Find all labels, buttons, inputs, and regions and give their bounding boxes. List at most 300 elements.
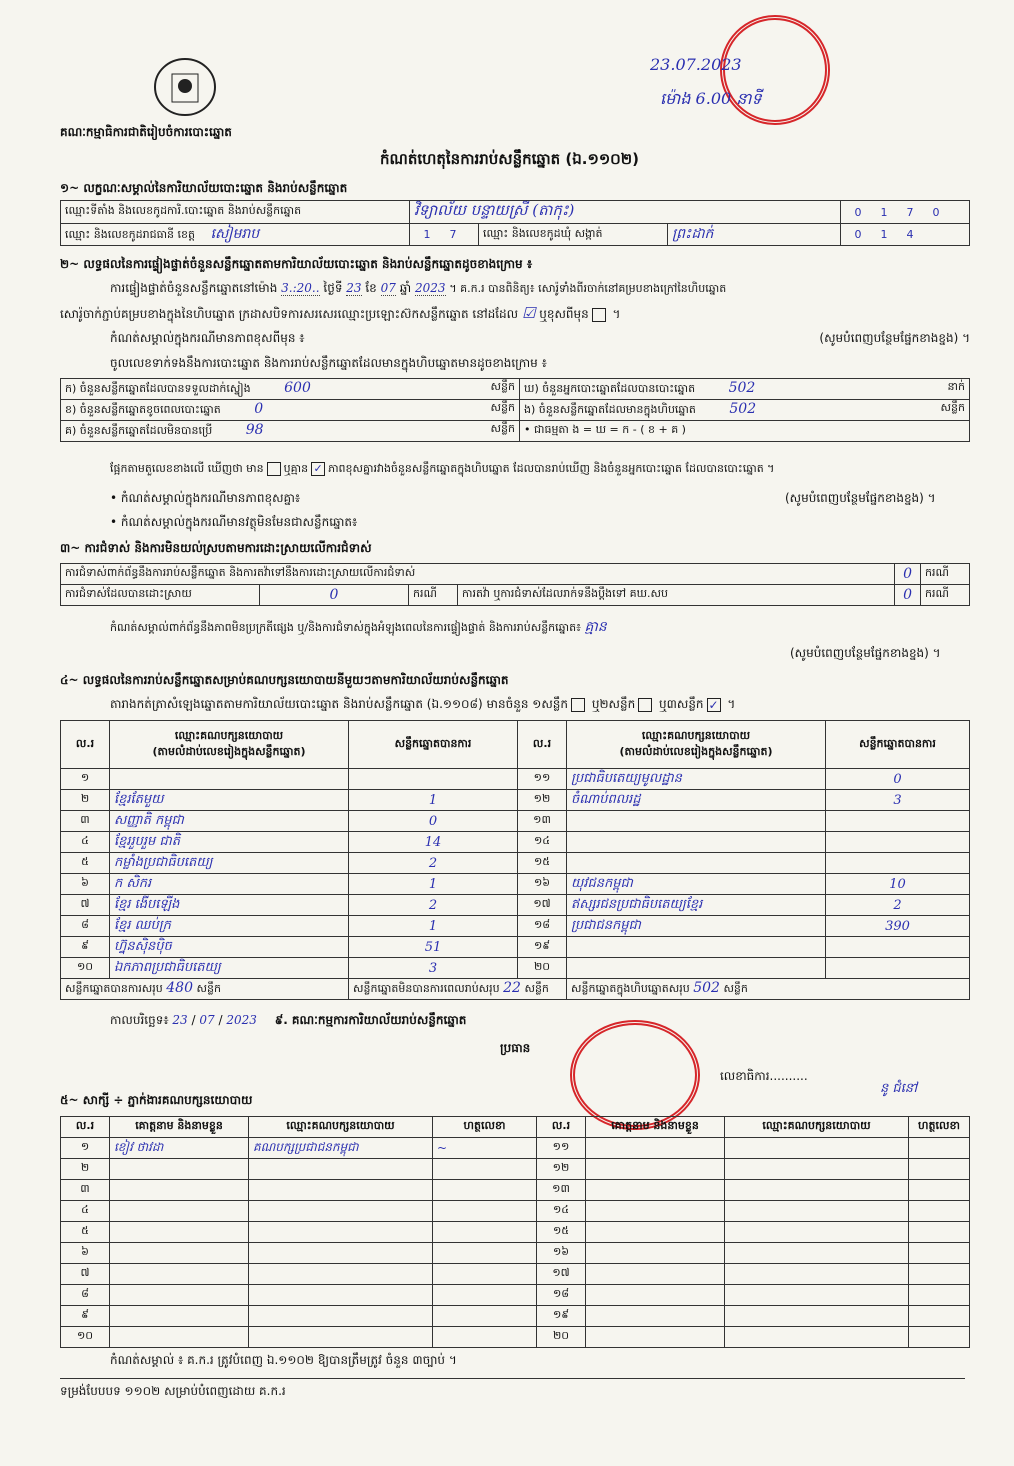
office-code-digit: 7 [906,205,914,219]
witness-name [110,1222,249,1243]
two-sheet-label: ឬ២សន្លឹក [591,697,636,711]
receipt-time: ម៉ោង 6.00 នាទី [660,89,762,108]
witness-party [249,1243,433,1264]
witness-sign [909,1243,970,1264]
objection-table [60,563,970,606]
total-valid-value: 480 [166,980,193,996]
total-box-label: សន្លឹកឆ្នោតក្នុងហិបឆ្នោតសរុប [571,982,690,995]
committee-logo [140,52,230,122]
witness-sign [909,1306,970,1327]
signing-date: កាលបរិច្ឆេទ៖ 23 / 07 / 2023 ៩. គណៈកម្មការការិយាល័យរាប់សន្លឹកឆ្នោត [110,1013,467,1027]
witness-party [725,1327,909,1348]
party-votes: 14 [349,832,518,853]
row-no: ៣ [61,1180,110,1201]
witness-sign [909,1222,970,1243]
objection-label: ការជំទាស់ពាក់ព័ន្ធនឹងការរាប់សន្លឹកឆ្នោត និងការតវ៉ាទៅនឹងការដោះស្រាយលើការជំទាស់ [61,564,895,585]
row-no: ១៤ [518,832,567,853]
province-code [410,224,479,246]
table-row [61,769,970,790]
votes-body [61,769,970,979]
witness-party [725,1180,909,1201]
difference-note-label: កំណត់សម្គាល់ក្នុងករណីមានភាពខុសពីមុន ៖ [110,331,305,345]
section3-heading: ៣~ ការជំទាស់ និងការមិនយល់ស្របតាមការដោះស្រាយលើការជំទាស់ [60,541,372,555]
result-unit: សន្លឹក [490,401,515,414]
commune-code-digit: 0 [854,228,862,241]
witness-party [249,1180,433,1201]
witness-party [249,1306,433,1327]
col-party [567,721,826,769]
witness-sign [433,1159,537,1180]
witness-table [60,1116,970,1348]
witness-sign [433,1201,537,1222]
table-row [61,1327,970,1348]
office-code-digit: 0 [854,205,862,219]
objection-note-label: កំណត់សម្គាល់ពាក់ព័ន្ធនឹងភាពមិនប្រក្រតីផ្សេង ឬ/និងការជំទាស់ក្នុងអំឡុងពេលនៃការផ្ទៀងផ្ទាត់ និងការរាប់សន្លឹកឆ្នោត៖ [110,621,581,634]
result-label: ង) ចំនួនសន្លឹកឆ្នោតដែលមានក្នុងហិបឆ្នោត [524,403,696,416]
result-c [61,421,520,442]
row-no: ១៨ [518,916,567,937]
party-name: ក សិករ [110,874,349,895]
witness-name [110,1243,249,1264]
party-name: ហ្វ៊ុនស៊ិនប៉ិច [110,937,349,958]
office-code-digit: 1 [880,205,888,219]
chair-label: ប្រធាន [500,1041,531,1055]
commune-code [841,224,970,246]
row-no: ១៩ [518,937,567,958]
row-no: ១០ [61,958,110,979]
table-row [61,790,970,811]
result-value: 600 [284,380,311,396]
col-party: ឈ្មោះគណបក្សនយោបាយ [249,1117,433,1138]
witness-name [110,1306,249,1327]
result-label: គ) ចំនួនសន្លឹកឆ្នោតដែលមិនបានប្រើ [65,424,213,437]
row-no: ២០ [518,958,567,979]
result-value: 502 [729,401,757,417]
witness-sign [909,1285,970,1306]
secretary-name: នូ ជំនៅ [880,1081,918,1096]
result-value: 98 [245,422,264,438]
office-label: ឈ្មោះទីតាំង និងលេខកូដការិ.បោះឆ្នោត និងរាប់សន្លឹកឆ្នោត [61,201,410,224]
party-votes: 10 [826,874,970,895]
witness-name [110,1327,249,1348]
appeal-unit: ករណី [921,585,970,606]
row-no: ១ [61,769,110,790]
witness-name [586,1138,725,1159]
witness-name [586,1327,725,1348]
witness-name [586,1159,725,1180]
difference-note [110,330,970,348]
footnote: កំណត់សម្គាល់ ៖ គ.ក.រ ត្រូវបំពេញ ឯ.១១០២ ឱ្យបានត្រឹមត្រូវ ចំនួន ៣ច្បាប់ ។ [110,1353,457,1367]
objection-unit: ករណី [921,564,970,585]
witness-party [249,1264,433,1285]
province-code-digit: 7 [449,228,457,241]
party-votes: 2 [349,895,518,916]
col-party: ឈ្មោះគណបក្សនយោបាយ [725,1117,909,1138]
witness-party [725,1243,909,1264]
row-no: ១៤ [537,1201,586,1222]
verification-month: 07 [380,281,396,295]
party-name [567,853,826,874]
page-title: កំណត់ហេតុនៃការរាប់សន្លឹកឆ្នោត (ឯ.១១០២) [380,150,640,168]
table-row [61,916,970,937]
result-value: 0 [254,401,264,417]
col-sign: ហត្ថលេខា [433,1117,537,1138]
row-no: ១១ [518,769,567,790]
party-name: ខ្មែរតែមួយ [110,790,349,811]
row-no: ១២ [537,1159,586,1180]
compare-text: ផ្អែកតាមតួលេខខាងលើ ឃើញថា មាន [110,462,264,475]
witness-body [61,1138,970,1348]
party-votes: 1 [349,790,518,811]
table-row [61,811,970,832]
fill-note: (សូមបំពេញបន្ថែមផ្នែកខាងខ្នង) ។ [790,646,941,660]
province-label [61,224,410,246]
col-no: ល.រ [61,1117,110,1138]
no-difference-checkbox[interactable]: ✓ [311,462,325,476]
office-code-digit: 0 [932,205,940,219]
witness-sign [433,1180,537,1201]
table-row [61,1243,970,1264]
col-party [110,721,349,769]
table-row [61,1306,970,1327]
row-no: ២ [61,790,110,811]
party-votes: 0 [826,769,970,790]
verification-day: 23 [346,281,362,295]
province-label-text: ឈ្មោះ និងលេខកូដរាជធានី ខេត្ត [65,228,195,241]
row-no: ១១ [537,1138,586,1159]
total-invalid [349,979,567,1000]
witness-party [249,1159,433,1180]
total-box-value: 502 [693,980,720,996]
row-no: ១៣ [518,811,567,832]
witness-party: គណបក្សប្រជាជនកម្ពុជា [249,1138,433,1159]
party-votes [826,811,970,832]
appeal-label: ការតវ៉ា ឬការជំទាស់ដែលរាក់ទនឹងប្តឹងទៅ គឃ.សប [458,585,895,606]
party-votes: 0 [349,811,518,832]
appeal-value: 0 [895,585,921,606]
objection-note [110,617,607,638]
seal-line-text: សោរ៉ូចាក់ភ្ជាប់គម្របខាងក្នុងនៃហិបឆ្នោត ក្រដាសបិទការសរសេរឈ្មោះប្រឡោះស៊កសន្លឹកឆ្នោត នៅដដែល [60,307,519,321]
party-votes [349,769,518,790]
sheet-count-text: តារាងកត់ត្រាសំឡេងឆ្នោតតាមការិយាល័យបោះឆ្នោត និងរាប់សន្លឹកឆ្នោត (ឯ.១១០៨) មានចំនួន ១សន្លឹក [110,697,568,711]
receipt-date: 23.07.2023 [650,55,742,74]
table-row [61,937,970,958]
same-checkbox[interactable]: ☑ [521,304,536,322]
verification-text: ថ្ងៃទី [323,281,343,295]
party-name: កម្លាំងប្រជាធិបតេយ្យ [110,853,349,874]
total-unit: សន្លឹក [524,982,549,995]
party-votes: 2 [826,895,970,916]
witness-party [725,1201,909,1222]
party-name [567,811,826,832]
witness-sign [433,1327,537,1348]
table-row [61,832,970,853]
secretary-label-text: លេខាធិការ [720,1069,770,1083]
commune-label: ឈ្មោះ និងលេខកូដឃុំ សង្កាត់ [479,224,668,246]
party-votes: 3 [349,958,518,979]
three-sheet-label: ឬ៣សន្លឹក [659,697,704,711]
witness-name [110,1285,249,1306]
witness-party [725,1222,909,1243]
total-unit: សន្លឹក [723,982,748,995]
witness-party [725,1306,909,1327]
party-votes: 2 [349,853,518,874]
committee-line: ៩. គណៈកម្មការការិយាល័យរាប់សន្លឹកឆ្នោត [274,1013,467,1027]
objection-value: 0 [895,564,921,585]
row-no: ២០ [537,1327,586,1348]
verification-time: 3.:20.. [281,281,320,295]
party-name [567,958,826,979]
table-row [61,1159,970,1180]
total-box [567,979,970,1000]
table-row [61,1264,970,1285]
section4-heading: ៤~ លទ្ធផលនៃការរាប់សន្លឹកឆ្នោតសម្រាប់គណបក្សនយោបាយនីមួយៗតាមការិយាល័យរាប់សន្លឹកឆ្នោត [60,673,509,687]
section5-heading: ៥~ សាក្សី ÷ ភ្នាក់ងារគណបក្សនយោបាយ [60,1093,253,1107]
witness-sign [433,1285,537,1306]
result-value: 502 [728,380,756,396]
party-votes: 1 [349,874,518,895]
compare-text: ភាពខុសគ្នារវាងចំនួនសន្លឹកឆ្នោតក្នុងហិបឆ្នោត ដែលបានរាប់ឃើញ និងចំនួនអ្នកបោះឆ្នោត ដែលបានបោះឆ្នោត ។ [328,462,775,475]
row-no: ១៩ [537,1306,586,1327]
resolved-unit: ករណី [409,585,458,606]
result-e [520,400,970,421]
commune-value: ព្រះដាក់ [668,224,841,246]
witness-sign [909,1138,970,1159]
office-code [841,201,970,224]
section1-table [60,200,970,246]
three-sheet-checkbox[interactable]: ✓ [708,697,719,712]
row-no: ១៣ [537,1180,586,1201]
party-name: ប្រជាធិបតេយ្យមូលដ្ឋាន [567,769,826,790]
witness-name [586,1243,725,1264]
witness-sign [433,1222,537,1243]
witness-name [110,1264,249,1285]
verification-text: ខែ [365,281,377,295]
result-unit: សន្លឹក [490,380,515,393]
col-name: គោត្តនាម និងនាមខ្លួន [586,1117,725,1138]
row-no: ៧ [61,895,110,916]
result-d [520,379,970,400]
resolved-value: 0 [260,585,409,606]
witness-party [249,1222,433,1243]
party-votes [826,832,970,853]
secretary-label: លេខាធិការ.......... [720,1069,808,1083]
date-year: 2023 [226,1013,257,1027]
party-name: ឯកភាពប្រជាធិបតេយ្យ [110,958,349,979]
compare-option: ឬគ្មាន [283,462,309,475]
different-checkbox[interactable] [592,308,606,322]
party-name: សញ្ញាតិ កម្ពុជា [110,811,349,832]
witness-name [586,1201,725,1222]
section1-heading: ១~ លក្ខណៈសម្គាល់នៃការិយាល័យបោះឆ្នោត និងរាប់សន្លឹកឆ្នោត [60,181,348,195]
row-no: ២ [61,1159,110,1180]
verification-text: ការផ្ទៀងផ្ទាត់ចំនួនសន្លឹកឆ្នោតនៅម៉ោង [110,281,278,295]
result-unit: សន្លឹក [490,422,515,435]
witness-party [249,1201,433,1222]
one-sheet-checkbox[interactable] [571,698,585,712]
table-row [61,1180,970,1201]
table-row [61,853,970,874]
result-formula: • ជាធម្មតា ង = ឃ = ក - ( ខ + គ ) [520,421,970,442]
table-row [61,895,970,916]
bullet-difference: • កំណត់សម្គាល់ក្នុងករណីមានភាពខុសគ្នា៖ [110,491,301,505]
row-no: ៤ [61,832,110,853]
result-a [61,379,520,400]
has-difference-checkbox[interactable] [267,462,281,476]
row-no: ៥ [61,1222,110,1243]
form-code: ទម្រង់បែបបទ ១១០២ សម្រាប់បំពេញដោយ គ.ក.រ [60,1378,965,1401]
col-sign: ហត្ថលេខា [909,1117,970,1138]
party-name: ប្រជាជនកម្ពុជា [567,916,826,937]
witness-name [586,1180,725,1201]
witness-party [725,1264,909,1285]
witness-party [249,1327,433,1348]
witness-party [725,1159,909,1180]
witness-party [249,1285,433,1306]
party-votes: 1 [349,916,518,937]
row-no: ៨ [61,1285,110,1306]
party-name: ខ្មែរ ឈប់ក្រ [110,916,349,937]
party-votes [826,958,970,979]
total-invalid-label: សន្លឹកឆ្នោតមិនបានការពេលរាប់សរុប [353,982,500,995]
party-votes: 51 [349,937,518,958]
row-no: ៥ [61,853,110,874]
table-row [61,1201,970,1222]
witness-sign [909,1180,970,1201]
witness-name [110,1180,249,1201]
party-name [567,832,826,853]
result-b [61,400,520,421]
witness-name [586,1222,725,1243]
col-votes: សន្លឹកឆ្នោតបានការ [826,721,970,769]
col-party-title: ឈ្មោះគណបក្សនយោបាយ [641,728,751,742]
total-valid-label: សន្លឹកឆ្នោតបានការសរុប [65,982,163,995]
party-votes [826,937,970,958]
date-day: 23 [172,1013,188,1027]
col-party-sub: (តាមលំដាប់លេខរៀងក្នុងសន្លឹកឆ្នោត) [152,744,306,758]
party-name: យុវជនកម្ពុជា [567,874,826,895]
witness-sign [909,1327,970,1348]
row-no: ១៨ [537,1285,586,1306]
date-label: កាលបរិច្ឆេទ៖ [110,1013,169,1027]
commune-code-digit: 1 [880,228,888,241]
verification-text: ។ គ.ក.រ បានពិនិត្យ៖ សោរ៉ូទាំងពីរចាក់នៅគម្របខាងក្រៅនៃហិបឆ្នោត [449,282,727,295]
two-sheet-checkbox[interactable] [638,698,652,712]
table-row [61,874,970,895]
witness-sign [909,1201,970,1222]
different-option-label: ឬខុសពីមុន [539,307,589,321]
date-month: 07 [199,1013,215,1027]
party-votes: 390 [826,916,970,937]
witness-sign [909,1159,970,1180]
row-no: ៩ [61,937,110,958]
party-votes: 3 [826,790,970,811]
party-name: ចំណាប់ពលរដ្ឋ [567,790,826,811]
witness-sign [433,1264,537,1285]
result-label: ឃ) ចំនួនអ្នកបោះឆ្នោតដែលបានបោះឆ្នោត [524,382,696,395]
verification-line [110,280,980,298]
row-no: ១០ [61,1327,110,1348]
row-no: ៦ [61,874,110,895]
row-no: ៦ [61,1243,110,1264]
party-name: ឥស្សរជនប្រជាធិបតេយ្យខ្មែរ [567,895,826,916]
results-intro: ចូលលេខទាក់ទងនឹងការបោះឆ្នោត និងការរាប់សន្លឹកឆ្នោតដែលមានក្នុងហិបឆ្នោតមានដូចខាងក្រោម ៖ [110,356,547,370]
party-name [567,937,826,958]
result-unit: សន្លឹក [940,401,965,414]
resolved-label: ការជំទាស់ដែលបានដោះស្រាយ [61,585,260,606]
col-party-title: ឈ្មោះគណបក្សនយោបាយ [174,728,284,742]
witness-name [110,1201,249,1222]
witness-name: ខៀវ ថាវដា [110,1138,249,1159]
compare-line [110,462,774,478]
col-party-sub: (តាមលំដាប់លេខរៀងក្នុងសន្លឹកឆ្នោត) [619,744,773,758]
party-name [110,769,349,790]
witness-sign [433,1306,537,1327]
row-no: ១៥ [518,853,567,874]
committee-name: គណៈកម្មាធិការជាតិរៀបចំការបោះឆ្នោត [60,125,232,139]
row-no: ១៦ [518,874,567,895]
col-votes: សន្លឹកឆ្នោតបានការ [349,721,518,769]
witness-name [586,1285,725,1306]
witness-sign [909,1264,970,1285]
table-row [61,958,970,979]
witness-sign: ~ [433,1138,537,1159]
row-no: ៨ [61,916,110,937]
result-label: ក) ចំនួនសន្លឹកឆ្នោតដែលបានទទួលដាក់ស្នៀង [65,382,251,395]
witness-sign [433,1243,537,1264]
total-valid [61,979,349,1000]
witness-name [586,1264,725,1285]
office-seal [570,1020,700,1130]
col-no: ល.រ [518,721,567,769]
row-no: ១៦ [537,1243,586,1264]
witness-name [110,1159,249,1180]
bullet-foreign: • កំណត់សម្គាល់ក្នុងករណីមានវត្ថុមិនមែនជាសន្លឹកឆ្នោត៖ [110,515,358,529]
results-table [60,378,970,442]
table-row [61,1138,970,1159]
witness-name [586,1306,725,1327]
result-label: ខ) ចំនួនសន្លឹកឆ្នោតខូចពេលបោះឆ្នោត [65,403,221,416]
commune-code-digit: 4 [906,228,914,241]
result-unit: នាក់ [947,380,965,393]
objection-note-value: គ្មាន [584,619,607,635]
party-votes [826,853,970,874]
party-name: ខ្មែររួបរួម ជាតិ [110,832,349,853]
total-invalid-value: 22 [503,980,521,996]
verification-year: 2023 [415,281,446,295]
fill-note: (សូមបំពេញបន្ថែមផ្នែកខាងខ្នង) ។ [819,331,970,345]
row-no: ៧ [61,1264,110,1285]
row-no: ៩ [61,1306,110,1327]
sheet-count-line: តារាងកត់ត្រាសំឡេងឆ្នោតតាមការិយាល័យបោះឆ្នោត និងរាប់សន្លឹកឆ្នោត (ឯ.១១០៨) មានចំនួន ១សន្លឹក ឬ២សន្លឹក ឬ៣សន្លឹក ✓ ។ [110,697,736,712]
row-no: ១៧ [518,895,567,916]
row-no: ១២ [518,790,567,811]
witness-party [725,1138,909,1159]
row-no: ១៧ [537,1264,586,1285]
province-code-digit: 1 [423,228,431,241]
office-value: វិទ្យាល័យ បន្ទាយស្រី (តាកុះ) [410,201,841,224]
row-no: ៣ [61,811,110,832]
table-row [61,1285,970,1306]
seal-line: សោរ៉ូចាក់ភ្ជាប់គម្របខាងក្នុងនៃហិបឆ្នោត ក្រដាសបិទការសរសេរឈ្មោះប្រឡោះស៊កសន្លឹកឆ្នោត នៅដដែល ☑ ឬខុសពីមុន ។ [60,304,621,322]
province-value: សៀមរាប [210,226,260,242]
votes-table [60,720,970,1000]
section2-heading: ២~ លទ្ធផលនៃការផ្ទៀងផ្ទាត់ចំនួនសន្លឹកឆ្នោតតាមការិយាល័យបោះឆ្នោត និងរាប់សន្លឹកឆ្នោតដូចខាងក្រោម ៖ [60,257,533,271]
fill-note: (សូមបំពេញបន្ថែមផ្នែកខាងខ្នង) ។ [785,491,936,505]
total-unit: សន្លឹក [196,982,221,995]
witness-party [725,1285,909,1306]
verification-text: ឆ្នាំ [399,281,412,295]
